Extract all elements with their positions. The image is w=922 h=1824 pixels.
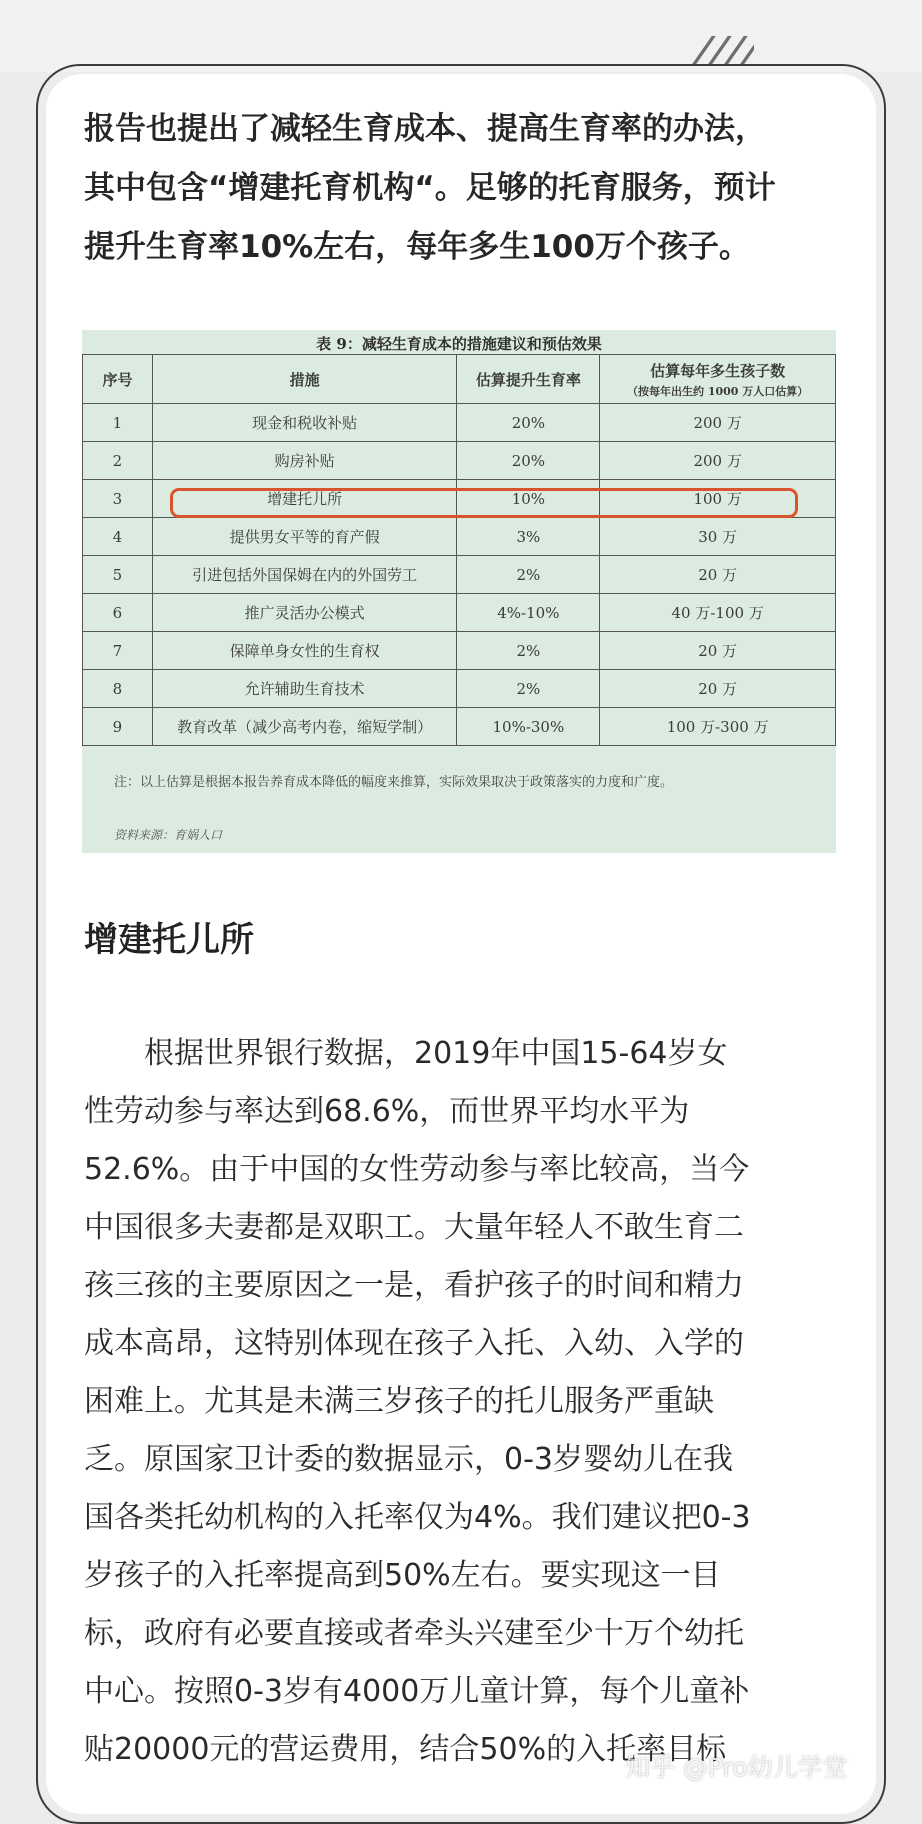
table-header-row (83, 355, 836, 404)
row-index: 1 (83, 404, 153, 442)
row-rate: 10% (457, 480, 600, 518)
table-row (83, 442, 836, 480)
row-index: 4 (83, 518, 153, 556)
body-line: 性劳动参与率达到68.6%，而世界平均水平为 (84, 1094, 690, 1129)
row-rate: 2% (457, 632, 600, 670)
body-line: 根据世界银行数据，2019年中国15-64岁女 (84, 1036, 728, 1071)
body-line: 困难上。尤其是未满三岁孩子的托儿服务严重缺 (84, 1384, 714, 1419)
intro-line: 报告也提出了减轻生育成本、提高生育率的办法， (84, 111, 766, 147)
intro-paragraph (84, 100, 844, 277)
body-line: 中心。按照0-3岁有4000万儿童计算，每个儿童补 (84, 1674, 750, 1709)
row-births: 20 万 (600, 632, 836, 670)
table-row (83, 556, 836, 594)
body-line: 贴20000元的营运费用，结合50%的入托率目标 (84, 1732, 727, 1767)
row-births: 100 万 (600, 480, 836, 518)
row-births: 100 万-300 万 (600, 708, 836, 746)
row-births: 40 万-100 万 (600, 594, 836, 632)
header-births (600, 355, 836, 404)
row-births: 20 万 (600, 556, 836, 594)
row-measure: 教育改革（减少高考内卷，缩短学制） (152, 708, 457, 746)
row-measure: 提供男女平等的育产假 (152, 518, 457, 556)
row-rate: 2% (457, 670, 600, 708)
row-index: 6 (83, 594, 153, 632)
row-measure: 保障单身女性的生育权 (152, 632, 457, 670)
table-row (83, 670, 836, 708)
row-measure: 允许辅助生育技术 (152, 670, 457, 708)
decorative-stripes (676, 36, 754, 64)
body-paragraph (84, 1025, 844, 1779)
body-line: 孩三孩的主要原因之一是，看护孩子的时间和精力 (84, 1268, 744, 1303)
body-line: 国各类托幼机构的入托率仅为4%。我们建议把0-3 (84, 1500, 751, 1535)
table-image (82, 330, 836, 853)
table-caption: 表 9：减轻生育成本的措施建议和预估效果 (316, 335, 602, 353)
row-index: 5 (83, 556, 153, 594)
row-rate: 20% (457, 404, 600, 442)
intro-line: 其中包含“增建托育机构“。足够的托育服务，预计 (84, 170, 776, 206)
body-line: 标，政府有必要直接或者牵头兴建至少十万个幼托 (84, 1616, 744, 1651)
row-rate: 20% (457, 442, 600, 480)
highlight-oval (170, 488, 798, 518)
top-band (0, 0, 922, 72)
row-rate: 3% (457, 518, 600, 556)
row-births: 30 万 (600, 518, 836, 556)
row-rate: 2% (457, 556, 600, 594)
intro-line: 提升生育率10%左右，每年多生100万个孩子。 (84, 229, 750, 265)
row-measure: 推广灵活办公模式 (152, 594, 457, 632)
row-index: 9 (83, 708, 153, 746)
header-index: 序号 (83, 355, 153, 404)
header-rate: 估算提升生育率 (457, 355, 600, 404)
watermark: 知乎 @Pro幼儿学堂 (625, 1753, 848, 1782)
row-index: 2 (83, 442, 153, 480)
header-births-subtitle: （按每年出生约 1000 万人口估算） (627, 384, 809, 398)
measures-table (82, 354, 836, 746)
table-row (83, 632, 836, 670)
header-births-title: 估算每年多生孩子数 (650, 361, 786, 380)
body-line: 成本高昂，这特别体现在孩子入托、入幼、入学的 (84, 1326, 744, 1361)
body-line: 中国很多夫妻都是双职工。大量年轻人不敢生育二 (84, 1210, 744, 1245)
header-measure: 措施 (152, 355, 457, 404)
table-row (83, 404, 836, 442)
row-rate: 4%-10% (457, 594, 600, 632)
row-index: 8 (83, 670, 153, 708)
body-line: 52.6%。由于中国的女性劳动参与率比较高，当今 (84, 1152, 750, 1187)
row-measure: 现金和税收补贴 (152, 404, 457, 442)
row-measure: 引进包括外国保姆在内的外国劳工 (152, 556, 457, 594)
row-births: 200 万 (600, 442, 836, 480)
row-births: 200 万 (600, 404, 836, 442)
body-line: 岁孩子的入托率提高到50%左右。要实现这一目 (84, 1558, 721, 1593)
table-row (83, 708, 836, 746)
row-index: 3 (83, 480, 153, 518)
row-births: 20 万 (600, 670, 836, 708)
table-source: 资料来源：育娲人口 (114, 828, 223, 842)
row-index: 7 (83, 632, 153, 670)
row-measure: 增建托儿所 (152, 480, 457, 518)
section-heading: 增建托儿所 (84, 920, 254, 960)
body-line: 乏。原国家卫计委的数据显示，0-3岁婴幼儿在我 (84, 1442, 733, 1477)
row-rate: 10%-30% (457, 708, 600, 746)
table-row (83, 594, 836, 632)
table-note: 注：以上估算是根据本报告养育成本降低的幅度来推算，实际效果取决于政策落实的力度和广度。 (114, 775, 674, 790)
row-measure: 购房补贴 (152, 442, 457, 480)
table-row (83, 518, 836, 556)
